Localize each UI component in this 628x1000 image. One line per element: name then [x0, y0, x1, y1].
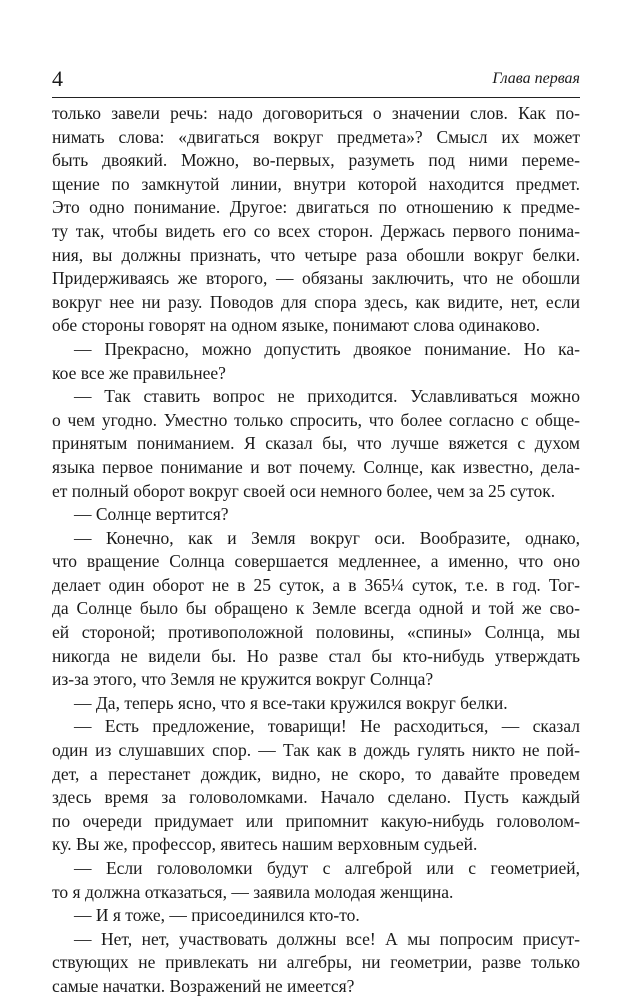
text-line: Это одно понимание. Другое: двигаться по отношению к предме- [52, 197, 580, 218]
text-line: да Солнце было бы обращено к Земле всегда одной и той же сво- [52, 598, 580, 619]
text-line: делает один оборот не в 25 суток, а в 365¼ суток, т.е. в год. Тог- [52, 574, 580, 595]
text-line: кое все же правильнее? [52, 362, 226, 383]
text-line: ствующих не привлекать ни алгебры, ни геометрии, разве только [52, 952, 580, 973]
text-line: по очереди придумает или припомнит какую-нибудь головолом- [52, 810, 580, 831]
running-header [52, 66, 580, 96]
text-line: то я должна отказаться, — заявила молодая женщина. [52, 881, 454, 902]
text-line: никогда не видели бы. Но разве стал бы кто-нибудь утверждать [52, 645, 580, 666]
text-line: здесь время за головоломками. Начало сделано. Пусть каждый [52, 787, 580, 808]
text-line: — Конечно, как и Земля вокруг оси. Вообразите, однако, [74, 527, 580, 548]
text-line: щение по замкнутой линии, внутри которой находится предмет. [52, 173, 580, 194]
text-line: — Есть предложение, товарищи! Не расходиться, — сказал [74, 716, 580, 737]
page-number: 4 [52, 66, 63, 91]
text-line: нимать слова: «двигаться вокруг предмета»? Смысл их может [52, 126, 580, 147]
text-line: Придерживаясь же второго, — обязаны заключить, что не обошли [52, 268, 580, 289]
chapter-title: Глава первая [492, 70, 580, 87]
text-line: языка первое понимание и вот почему. Солнце, как известно, дела- [52, 456, 580, 477]
text-line: ту так, чтобы видеть его со всех сторон. Держась первого понима- [52, 220, 580, 241]
text-line: что вращение Солнца совершается медленнее, а именно, что оно [52, 551, 580, 572]
text-line: — Нет, нет, участвовать должны все! А мы попросим присут- [74, 928, 580, 949]
text-line: только завели речь: надо договориться о значении слов. Как по- [52, 103, 580, 123]
text-line: ния, вы должны признать, что четыре раза обошли вокруг белки. [52, 244, 580, 265]
text-line: быть двоякий. Можно, во-первых, разуметь под ними переме- [52, 150, 580, 171]
text-line: обе стороны говорят на одном языке, понимают слова одинаково. [52, 315, 541, 336]
text-line: ку. Вы же, профессор, явитесь нашим верховным судьей. [52, 834, 478, 855]
text-line: ей стороной; противоположной половины, «спины» Солнца, мы [52, 622, 580, 643]
text-line: самые начатки. Возражений не имеется? [52, 975, 355, 996]
text-line: вокруг нее ни разу. Поводов для спора здесь, как видите, нет, если [52, 291, 580, 312]
text-line: — Если головоломки будут с алгеброй или с геометрией, [74, 858, 580, 878]
text-line: один из слушавших спор. — Так как в дождь гулять никто не пой- [52, 740, 580, 761]
text-line: о чем угодно. Уместно только спросить, что более согласно с обще- [52, 409, 580, 430]
text-line: ет полный оборот вокруг своей оси немного более, чем за 25 суток. [52, 480, 556, 501]
text-line: — Солнце вертится? [74, 504, 229, 525]
body-text [52, 102, 580, 999]
text-line: дет, а перестанет дождик, видно, не скоро, то давайте проведем [52, 763, 580, 784]
text-line: принятым пониманием. Я сказал бы, что лучше вяжется с духом [52, 433, 580, 454]
text-line: — И я тоже, — присоединился кто-то. [74, 905, 360, 926]
header-divider [52, 97, 580, 98]
text-line: — Да, теперь ясно, что я все-таки кружился вокруг белки. [74, 692, 508, 713]
text-line: из-за этого, что Земля не кружится вокруг Солнца? [52, 669, 434, 690]
text-line: — Прекрасно, можно допустить двоякое понимание. Но ка- [74, 338, 580, 359]
text-line: — Так ставить вопрос не приходится. Уславливаться можно [74, 386, 580, 407]
